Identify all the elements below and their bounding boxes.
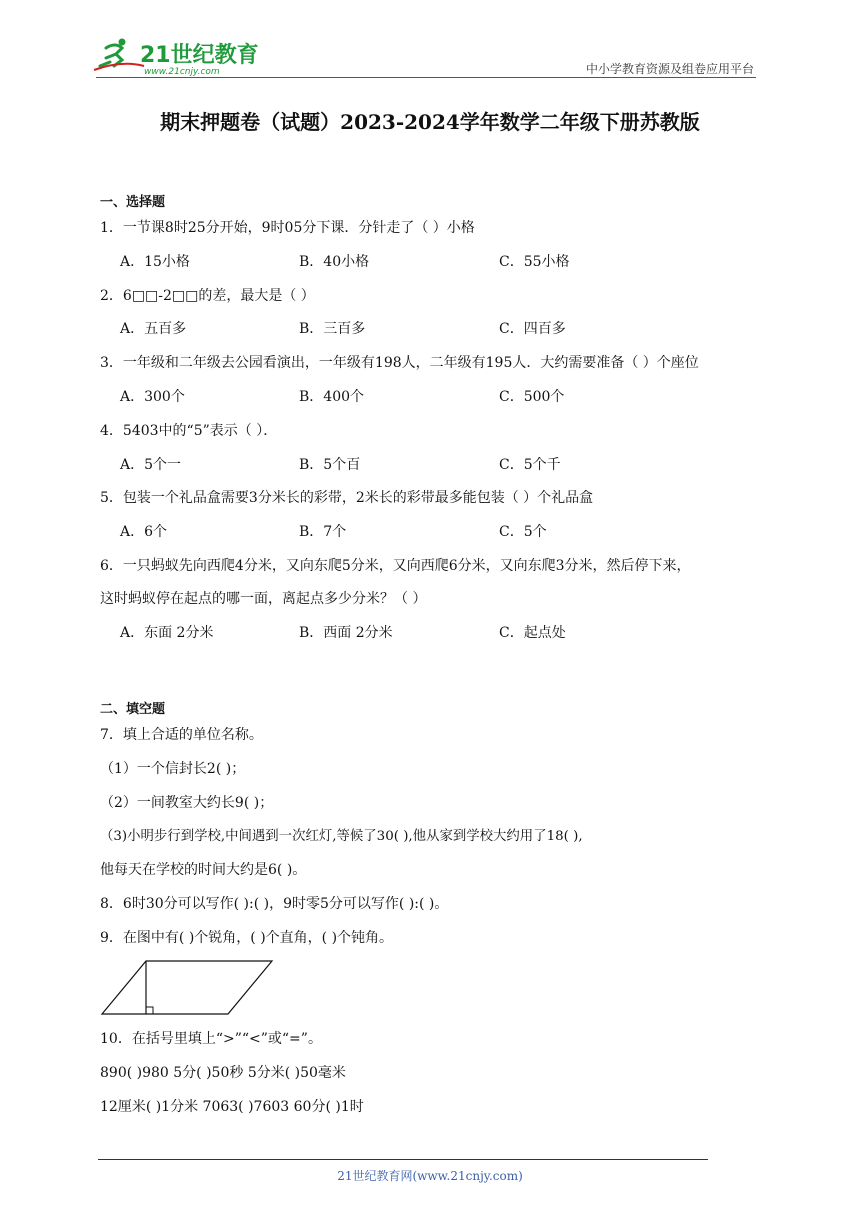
q6-option-b: B．西面 2分米 xyxy=(299,625,393,641)
q10-row-1: 890( )980 5分( )50秒 5分米( )50毫米 xyxy=(100,1065,346,1081)
q1-option-c: C．55小格 xyxy=(499,254,570,270)
footer-link[interactable]: 21世纪教育网(www.21cnjy.com) xyxy=(337,1169,523,1183)
section-heading-choice: 一、选择题 xyxy=(100,195,166,210)
q2-option-b: B．三百多 xyxy=(299,321,366,337)
q1-option-a: A．15小格 xyxy=(120,254,190,270)
question-5-stem: 5．包装一个礼品盒需要3分米长的彩带，2米长的彩带最多能包装（ ）个礼品盒 xyxy=(100,490,594,506)
logo-text: 21世纪教育 xyxy=(140,43,259,68)
q5-option-c: C．5个 xyxy=(499,524,547,540)
question-1-stem: 1．一节课8时25分开始，9时05分下课．分针走了（ ）小格 xyxy=(100,220,475,236)
page-title: 期末押题卷（试题）2023-2024学年数学二年级下册苏教版 xyxy=(160,110,700,134)
21cnjy-logo xyxy=(92,36,262,78)
q6-option-a: A．东面 2分米 xyxy=(120,625,214,641)
question-4-stem: 4．5403中的“5”表示（ ）． xyxy=(100,423,278,439)
q7-line-3b: 他每天在学校的时间大约是6( )。 xyxy=(100,862,307,878)
question-2-stem: 2．6□□-2□□的差，最大是（ ） xyxy=(100,288,315,304)
question-6-stem-line2: 这时蚂蚁停在起点的哪一面，离起点多少分米？（ ） xyxy=(100,591,427,607)
question-8: 8．6时30分可以写作( ):( )，9时零5分可以写作( ):( )。 xyxy=(100,896,449,912)
q3-option-a: A．300个 xyxy=(120,389,185,405)
question-6-stem-line1: 6．一只蚂蚁先向西爬4分米，又向东爬5分米，又向西爬6分米，又向东爬3分米，然后停下来， xyxy=(100,558,691,574)
q5-option-b: B．7个 xyxy=(299,524,347,540)
q10-row-2: 12厘米( )1分米 7063( )7603 60分( )1时 xyxy=(100,1099,364,1115)
q3-option-c: C．500个 xyxy=(499,389,565,405)
q1-option-b: B．40小格 xyxy=(299,254,370,270)
q5-option-a: A．6个 xyxy=(120,524,168,540)
question-9: 9．在图中有( )个锐角，( )个直角，( )个钝角。 xyxy=(100,930,394,946)
q4-option-c: C．5个千 xyxy=(499,457,561,473)
q7-line-1: （1）一个信封长2( )； xyxy=(100,761,246,777)
q6-option-c: C．起点处 xyxy=(499,625,566,641)
footer-divider xyxy=(98,1159,708,1160)
section-heading-fill: 二、填空题 xyxy=(100,702,166,717)
parallelogram-figure xyxy=(100,958,276,1018)
q4-option-a: A．5个一 xyxy=(120,457,182,473)
q2-option-c: C．四百多 xyxy=(499,321,566,337)
question-7-stem: 7．填上合适的单位名称。 xyxy=(100,727,263,743)
runner-icon xyxy=(100,45,122,66)
q2-option-a: A．五百多 xyxy=(120,321,187,337)
question-3-stem: 3．一年级和二年级去公园看演出，一年级有198人，二年级有195人．大约需要准备（ ）个座位 xyxy=(100,355,699,371)
logo-url: www.21cnjy.com xyxy=(144,67,220,77)
q3-option-b: B．400个 xyxy=(299,389,365,405)
platform-name: 中小学教育资源及组卷应用平台 xyxy=(585,62,754,76)
q4-option-b: B．5个百 xyxy=(299,457,361,473)
q7-line-3a: （3)小明步行到学校,中间遇到一次红灯,等候了30( ),他从家到学校大约用了18( ), xyxy=(100,829,583,844)
q7-line-2: （2）一间教室大约长9( )； xyxy=(100,795,274,811)
header-divider xyxy=(96,77,756,78)
question-10-stem: 10．在括号里填上“>”“<”或“=”。 xyxy=(100,1031,322,1047)
